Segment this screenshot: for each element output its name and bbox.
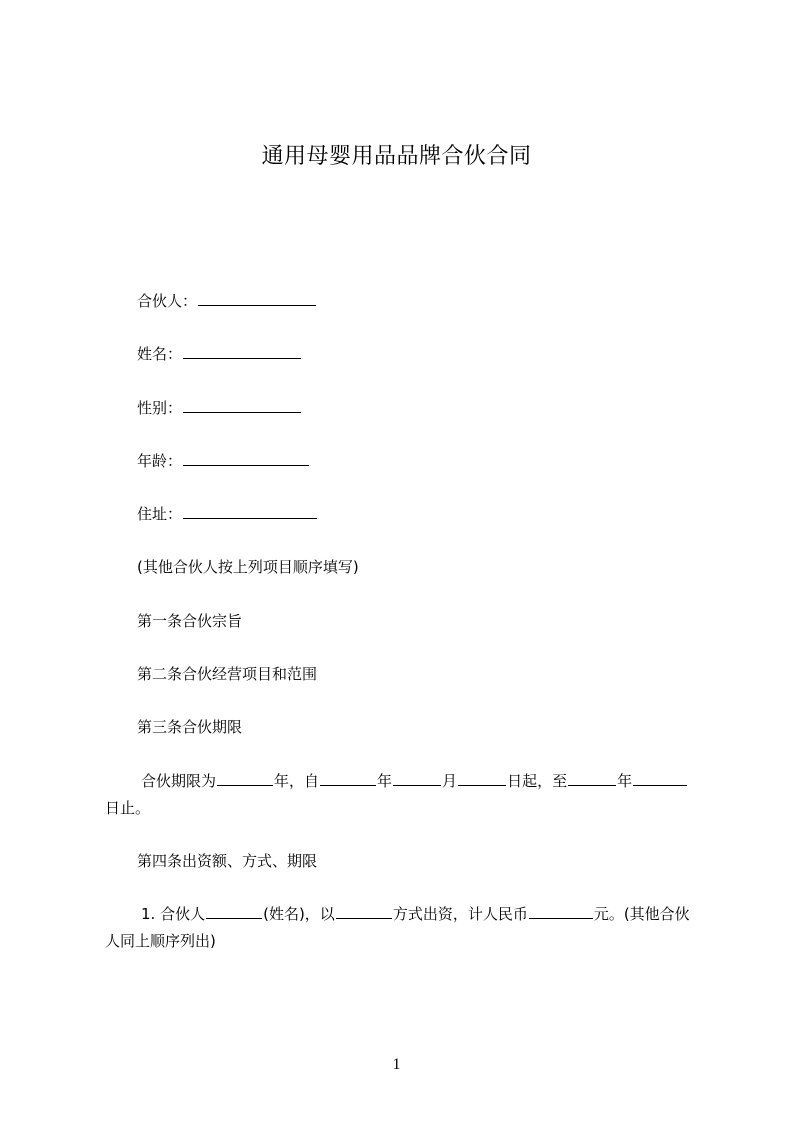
name-blank — [183, 344, 301, 359]
contribution-blank-amount — [529, 904, 593, 919]
term-text-1: 合伙期限为 — [141, 772, 217, 790]
contribution-line2: 人同上顺序列出) — [105, 932, 216, 950]
contribution-line1 — [141, 903, 690, 925]
name-label: 姓名： — [137, 345, 183, 363]
note-text: (其他合伙人按上列项目顺序填写) — [137, 558, 359, 576]
age-blank — [183, 451, 309, 466]
page-number: 1 — [392, 1056, 401, 1073]
age-label: 年龄： — [137, 452, 183, 470]
term-blank-years — [217, 771, 273, 786]
contribution-blank-method — [336, 904, 392, 919]
gender-blank — [183, 398, 301, 413]
term-text-3: 年 — [377, 772, 393, 790]
term-text-4: 月 — [442, 772, 458, 790]
address-label: 住址： — [137, 505, 183, 523]
address-blank — [183, 504, 317, 519]
article-3-heading: 第三条合伙期限 — [137, 718, 243, 736]
term-text-5: 日起，至 — [507, 772, 568, 790]
age-field — [137, 450, 310, 472]
gender-field — [137, 397, 302, 419]
contribution-text-2: (姓名)，以 — [263, 905, 335, 923]
contribution-text-4: 元。(其他合伙 — [593, 905, 690, 923]
term-blank-start-month — [393, 771, 441, 786]
partner-blank — [198, 291, 316, 306]
term-blank-start-day — [458, 771, 506, 786]
term-text-6: 年 — [617, 772, 633, 790]
document-title: 通用母婴用品品牌合伙合同 — [261, 144, 532, 169]
term-blank-end-month — [633, 771, 687, 786]
term-sentence-line1 — [141, 770, 688, 792]
partner-label: 合伙人： — [137, 292, 198, 310]
contribution-blank-name — [206, 904, 262, 919]
article-4-heading: 第四条出资额、方式、期限 — [137, 852, 318, 870]
term-blank-end-year — [568, 771, 616, 786]
partner-field — [137, 290, 317, 312]
term-sentence-line2: 日止。 — [105, 799, 151, 817]
contribution-text-3: 方式出资，计人民币 — [392, 905, 528, 923]
gender-label: 性别： — [137, 399, 183, 417]
address-field — [137, 503, 318, 525]
article-1-heading: 第一条合伙宗旨 — [137, 612, 243, 630]
term-blank-start-year — [320, 771, 376, 786]
term-text-2: 年，自 — [274, 772, 320, 790]
article-2-heading: 第二条合伙经营项目和范围 — [137, 665, 318, 683]
contribution-text-1: 1. 合伙人 — [141, 905, 206, 923]
name-field — [137, 343, 302, 365]
